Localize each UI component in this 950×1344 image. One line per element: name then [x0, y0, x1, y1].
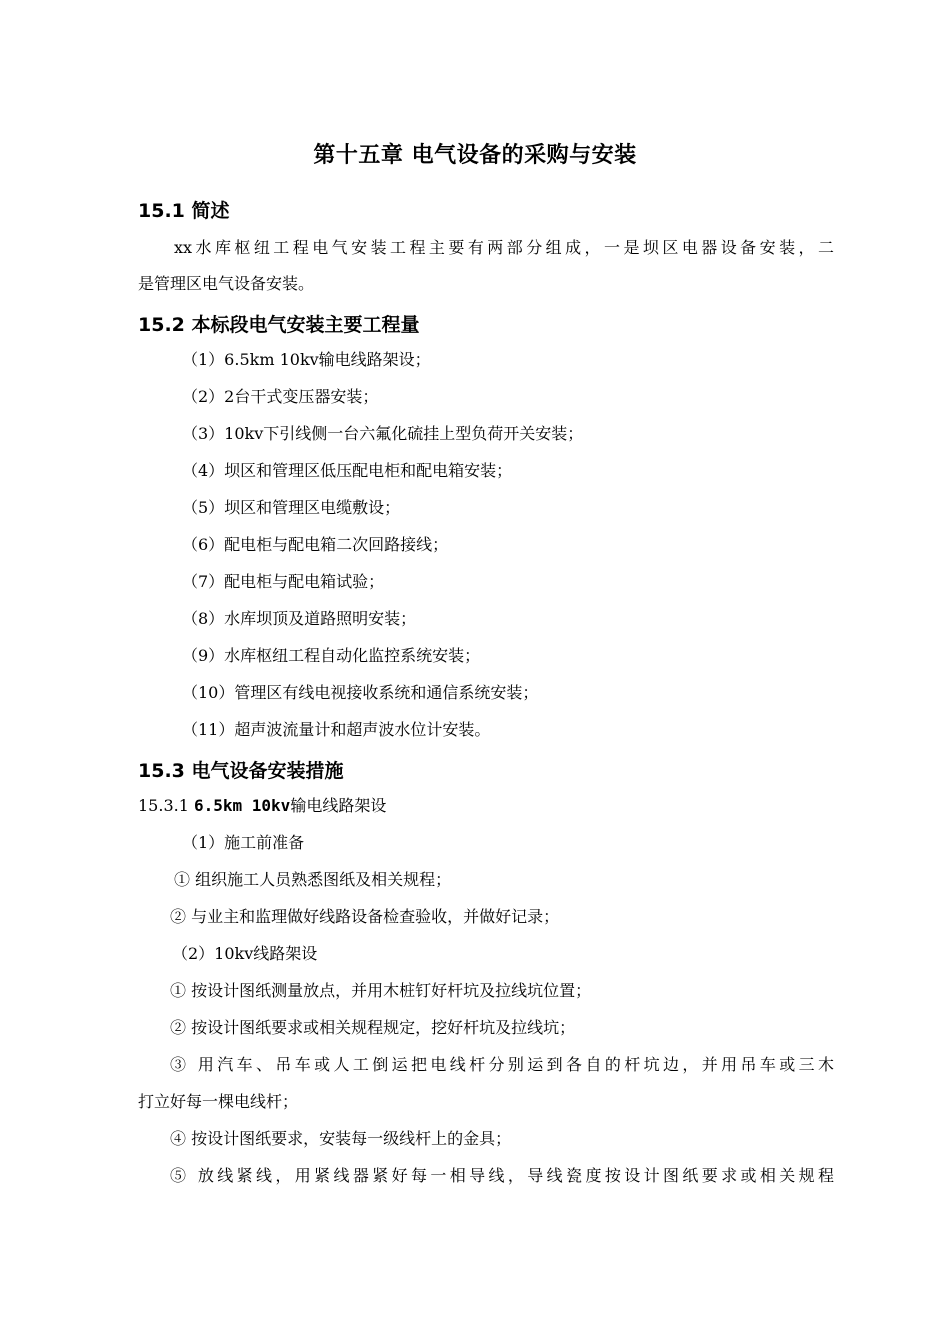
subsection-number: 15.3.1 — [138, 796, 194, 815]
quantity-list-item: （9）水库枢纽工程自动化监控系统安装； — [182, 646, 481, 665]
subsection-bold-text: 6.5km 10kv — [193, 796, 291, 815]
section-heading-15-2: 15.2 本标段电气安装主要工程量 — [138, 314, 420, 336]
quantity-list-item: （4）坝区和管理区低压配电柜和配电箱安装； — [182, 461, 513, 480]
subsection-text: 输电线路架设 — [290, 796, 387, 815]
quantity-list-item: （11）超声波流量计和超声波水位计安装。 — [182, 720, 491, 739]
erection-item: ③ 用汽车、吊车或人工倒运把电线杆分别运到各自的杆坑边，并用吊车或三木 — [170, 1055, 834, 1074]
quantity-list-item: （5）坝区和管理区电缆敷设； — [182, 498, 401, 517]
erection-item: ② 按设计图纸要求或相关规程规定，挖好杆坑及拉线坑； — [170, 1018, 576, 1037]
quantity-list-item: （3）10kv下引线侧一台六氟化硫挂上型负荷开关安装； — [182, 424, 584, 443]
quantity-list-item: （8）水库坝顶及道路照明安装； — [182, 609, 417, 628]
section-heading-15-1: 15.1 简述 — [138, 200, 230, 222]
quantity-list-item: （1）6.5km 10kv输电线路架设； — [182, 350, 431, 369]
subsection-heading-15-3-1 — [138, 796, 386, 816]
preparation-title: （1）施工前准备 — [182, 833, 305, 852]
overview-paragraph-line-1: xx水库枢纽工程电气安装工程主要有两部分组成，一是坝区电器设备安装，二 — [174, 238, 834, 257]
quantity-list-item: （6）配电柜与配电箱二次回路接线； — [182, 535, 449, 554]
preparation-item: ② 与业主和监理做好线路设备检查验收，并做好记录； — [170, 907, 560, 926]
quantity-list-item: （2）2台干式变压器安装； — [182, 387, 379, 406]
erection-title: （2）10kv线路架设 — [172, 944, 318, 963]
erection-item-continuation: 打立好每一棵电线杆； — [138, 1092, 299, 1111]
section-heading-15-3: 15.3 电气设备安装措施 — [138, 760, 344, 782]
erection-item: ① 按设计图纸测量放点，并用木桩钉好杆坑及拉线坑位置； — [170, 981, 592, 1000]
erection-item: ④ 按设计图纸要求，安装每一级线杆上的金具； — [170, 1129, 512, 1148]
erection-item: ⑤ 放线紧线，用紧线器紧好每一相导线，导线瓷度按设计图纸要求或相关规程 — [170, 1166, 834, 1185]
quantity-list-item: （7）配电柜与配电箱试验； — [182, 572, 385, 591]
overview-paragraph-line-2: 是管理区电气设备安装。 — [138, 274, 315, 293]
chapter-title: 第十五章 电气设备的采购与安装 — [313, 143, 637, 168]
quantity-list-item: （10）管理区有线电视接收系统和通信系统安装； — [182, 683, 539, 702]
preparation-item: ① 组织施工人员熟悉图纸及相关规程； — [174, 870, 452, 889]
